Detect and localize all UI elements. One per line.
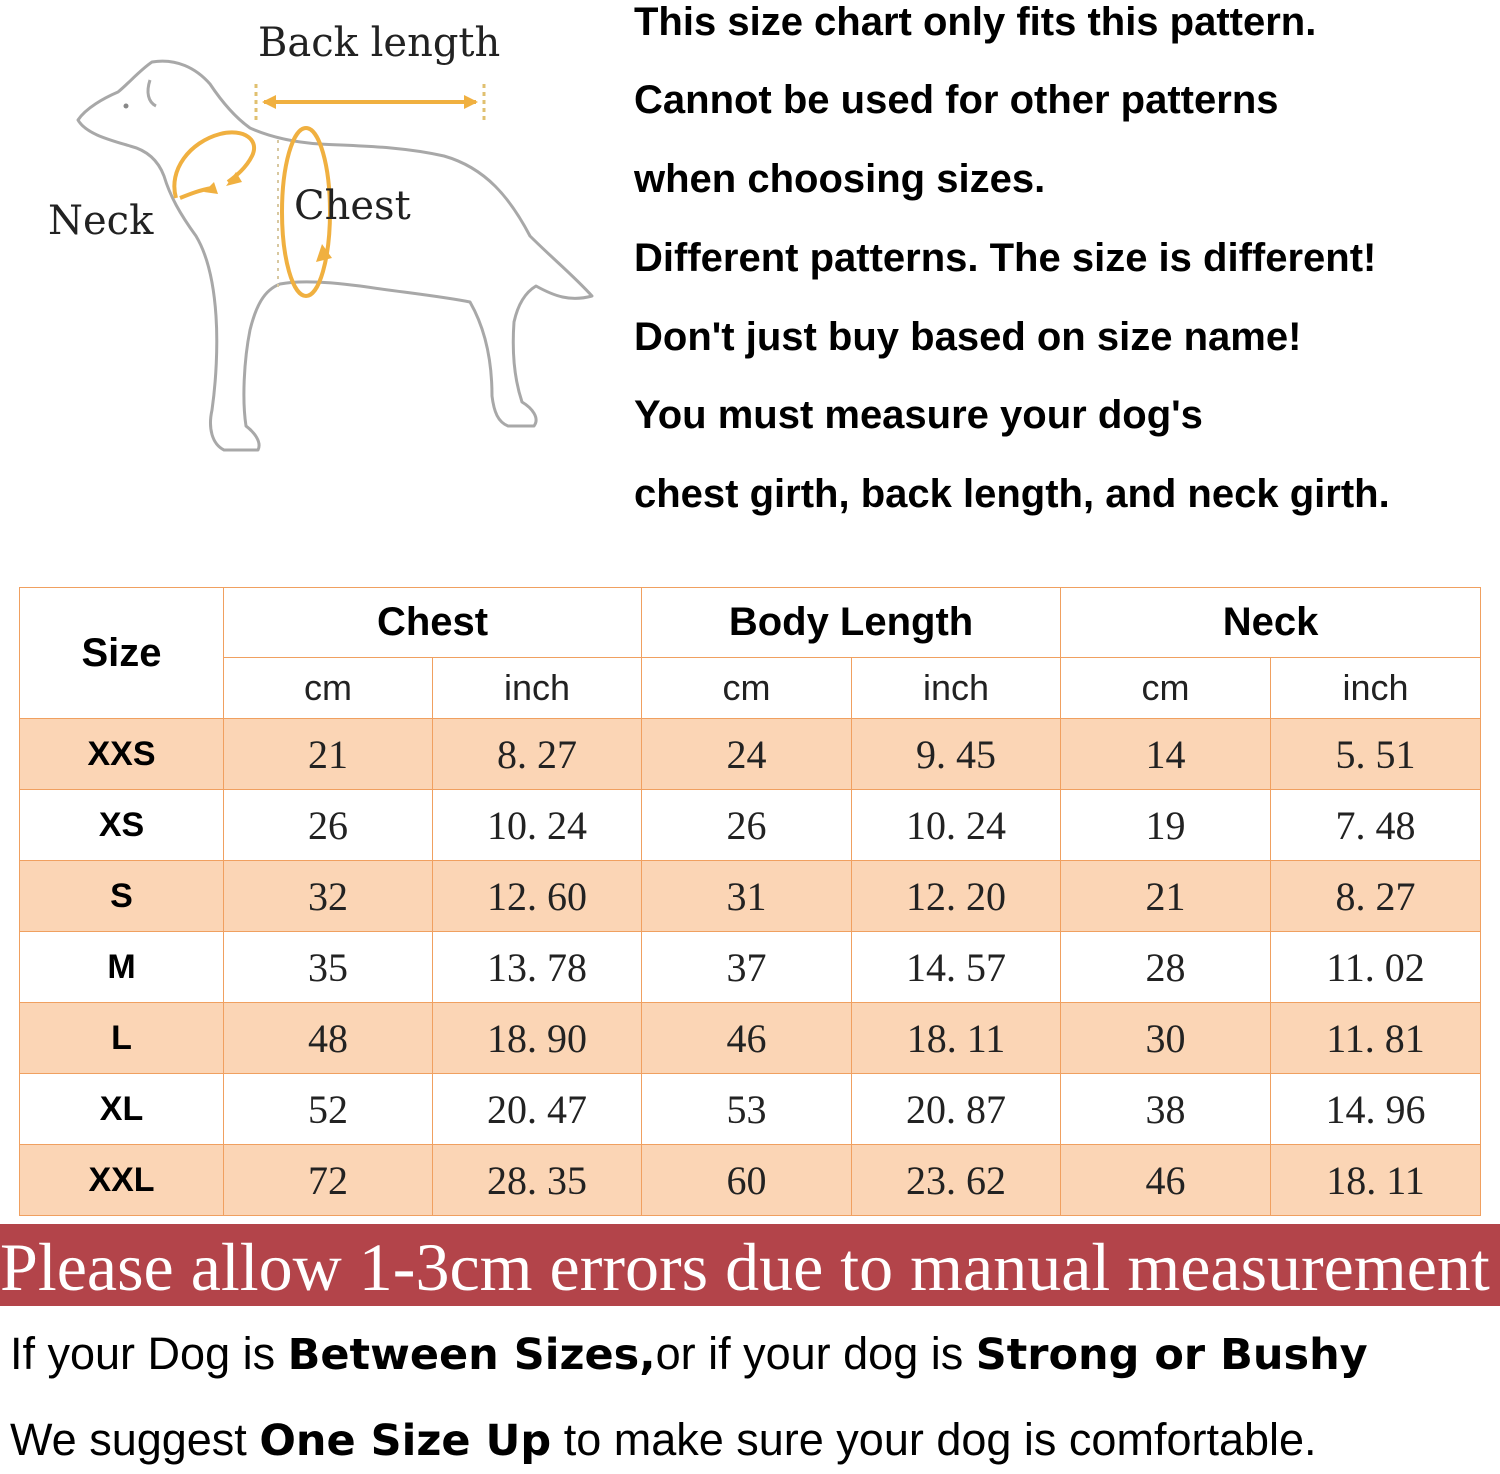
dog-measurement-diagram	[0, 0, 620, 520]
note-line: Don't just buy based on size name!	[634, 315, 1302, 359]
table-row	[20, 790, 1481, 861]
chest-label: Chest	[294, 183, 411, 229]
value-cell: 8. 27	[433, 719, 642, 790]
value-cell: 20. 47	[433, 1074, 642, 1145]
size-chart-table	[19, 587, 1481, 1216]
value-cell: 60	[642, 1145, 852, 1216]
table-row	[20, 932, 1481, 1003]
neck-group-header: Neck	[1061, 588, 1481, 658]
value-cell: 28. 35	[433, 1145, 642, 1216]
table-header-row	[20, 588, 1481, 658]
value-cell: 11. 81	[1271, 1003, 1481, 1074]
value-cell: 14. 96	[1271, 1074, 1481, 1145]
size-cell: XS	[20, 790, 224, 861]
value-cell: 14	[1061, 719, 1271, 790]
value-cell: 37	[642, 932, 852, 1003]
table-row	[20, 1145, 1481, 1216]
unit-header: inch	[1271, 658, 1481, 719]
note-line: You must measure your dog's	[634, 393, 1203, 437]
size-cell: M	[20, 932, 224, 1003]
size-cell: XXL	[20, 1145, 224, 1216]
neck-label: Neck	[48, 198, 154, 244]
value-cell: 10. 24	[433, 790, 642, 861]
value-cell: 9. 45	[852, 719, 1061, 790]
value-cell: 35	[224, 932, 433, 1003]
value-cell: 72	[224, 1145, 433, 1216]
value-cell: 21	[224, 719, 433, 790]
value-cell: 18. 90	[433, 1003, 642, 1074]
note-line: Cannot be used for other patterns	[634, 78, 1279, 122]
value-cell: 21	[1061, 861, 1271, 932]
value-cell: 30	[1061, 1003, 1271, 1074]
advice-line-2	[10, 1414, 1317, 1466]
value-cell: 32	[224, 861, 433, 932]
value-cell: 26	[642, 790, 852, 861]
value-cell: 52	[224, 1074, 433, 1145]
note-line: chest girth, back length, and neck girth.	[634, 472, 1390, 516]
value-cell: 8. 27	[1271, 861, 1481, 932]
table-row	[20, 861, 1481, 932]
error-allowance-banner	[0, 1224, 1500, 1306]
value-cell: 48	[224, 1003, 433, 1074]
dog-outline-icon	[0, 0, 620, 520]
advice-text: We suggest	[10, 1414, 260, 1465]
unit-header: inch	[852, 658, 1061, 719]
value-cell: 18. 11	[852, 1003, 1061, 1074]
advice-emphasis: Strong or Bushy	[975, 1330, 1368, 1380]
value-cell: 38	[1061, 1074, 1271, 1145]
size-cell: XL	[20, 1074, 224, 1145]
advice-emphasis: Between Sizes,	[287, 1330, 656, 1380]
value-cell: 46	[1061, 1145, 1271, 1216]
note-line: This size chart only fits this pattern.	[634, 0, 1317, 44]
table-row	[20, 719, 1481, 790]
banner-text: Please allow 1-3cm errors due to manual measurement	[0, 1229, 1490, 1305]
advice-line-1	[10, 1328, 1368, 1380]
table-row	[20, 1003, 1481, 1074]
unit-header: cm	[642, 658, 852, 719]
value-cell: 7. 48	[1271, 790, 1481, 861]
value-cell: 23. 62	[852, 1145, 1061, 1216]
advice-text: to make sure your dog is comfortable.	[551, 1414, 1317, 1465]
value-cell: 12. 60	[433, 861, 642, 932]
value-cell: 53	[642, 1074, 852, 1145]
value-cell: 10. 24	[852, 790, 1061, 861]
advice-emphasis: One Size Up	[259, 1416, 552, 1466]
table-row	[20, 1074, 1481, 1145]
unit-header: cm	[1061, 658, 1271, 719]
size-cell: S	[20, 861, 224, 932]
value-cell: 46	[642, 1003, 852, 1074]
note-line: when choosing sizes.	[634, 157, 1046, 201]
value-cell: 5. 51	[1271, 719, 1481, 790]
value-cell: 19	[1061, 790, 1271, 861]
value-cell: 11. 02	[1271, 932, 1481, 1003]
size-cell: XXS	[20, 719, 224, 790]
unit-header: inch	[433, 658, 642, 719]
table-unit-row	[20, 658, 1481, 719]
unit-header: cm	[224, 658, 433, 719]
value-cell: 31	[642, 861, 852, 932]
note-line: Different patterns. The size is different!	[634, 236, 1377, 280]
value-cell: 14. 57	[852, 932, 1061, 1003]
chest-group-header: Chest	[224, 588, 642, 658]
size-cell: L	[20, 1003, 224, 1074]
value-cell: 12. 20	[852, 861, 1061, 932]
value-cell: 28	[1061, 932, 1271, 1003]
back-length-label: Back length	[258, 20, 501, 66]
value-cell: 24	[642, 719, 852, 790]
value-cell: 20. 87	[852, 1074, 1061, 1145]
size-column-header: Size	[20, 588, 224, 719]
value-cell: 13. 78	[433, 932, 642, 1003]
value-cell: 26	[224, 790, 433, 861]
body-length-group-header: Body Length	[642, 588, 1061, 658]
advice-text: If your Dog is	[10, 1328, 288, 1379]
advice-text: or if your dog is	[655, 1328, 976, 1379]
value-cell: 18. 11	[1271, 1145, 1481, 1216]
